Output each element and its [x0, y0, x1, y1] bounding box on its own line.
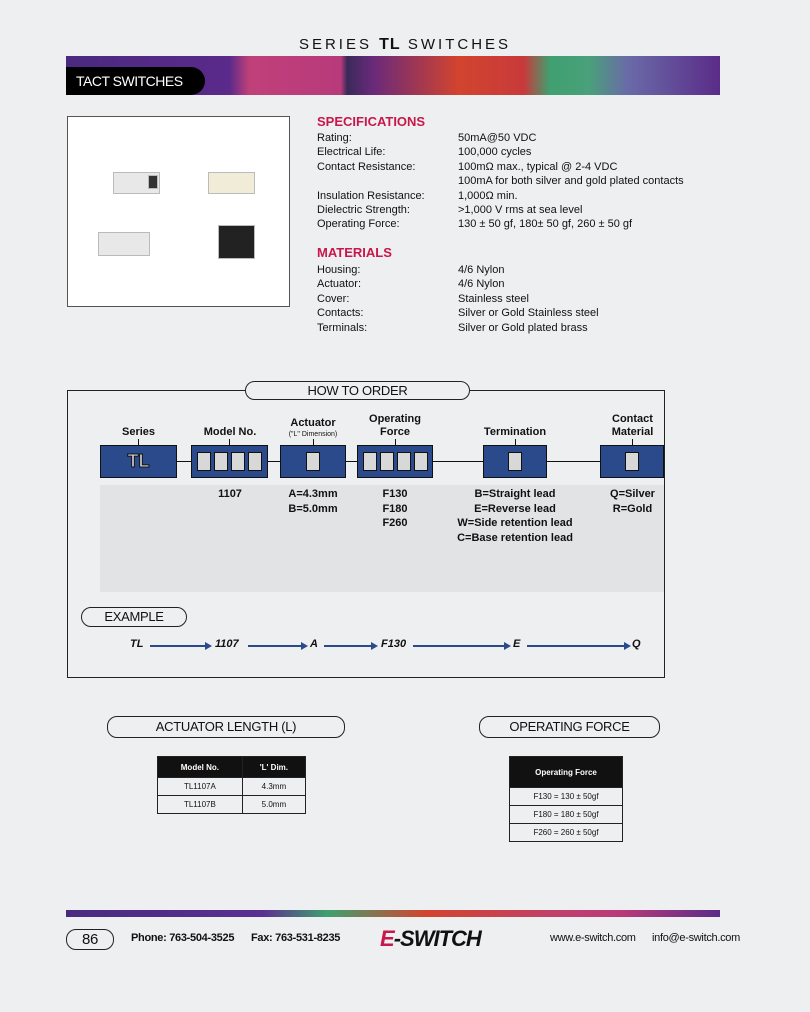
arrow-icon [527, 645, 625, 647]
force-options [360, 487, 430, 531]
materials-heading: MATERIALS [317, 245, 392, 260]
example-model: 1107 [215, 638, 239, 650]
specifications-label: Insulation Resistance: [317, 189, 425, 202]
option: F260 [382, 517, 408, 529]
switch-actuator [148, 175, 158, 189]
series-label: Series [121, 426, 156, 438]
option: F180 [382, 502, 408, 515]
switch-image [208, 172, 255, 194]
specifications-value: >1,000 V rms at sea level [458, 204, 583, 216]
option: 1107 [218, 488, 242, 500]
cell: 5.0mm [242, 796, 305, 814]
table-row [510, 806, 623, 824]
specifications-value: 50mA@50 VDC [458, 132, 537, 144]
model-label: Model No. [203, 426, 257, 438]
series-code: TL [127, 451, 150, 471]
force-label-2: Force [380, 426, 410, 438]
materials-label: Terminals: [317, 321, 368, 334]
arrow-icon [150, 645, 206, 647]
option: B=Straight lead [474, 488, 556, 500]
switches-word: SWITCHES [407, 36, 512, 53]
specifications-value: 1,000Ω min. [458, 189, 518, 202]
specifications-heading: SPECIFICATIONS [317, 114, 426, 129]
cell: TL1107A [158, 778, 243, 796]
materials-label: Contacts: [317, 307, 364, 320]
specifications-value: 100mA for both silver and gold plated contacts [458, 175, 684, 188]
product-photo [67, 116, 290, 307]
model-options [195, 487, 265, 502]
contact-options [595, 487, 670, 516]
termination-options [450, 487, 580, 545]
option: R=Gold [612, 502, 653, 515]
specifications-value: 100mΩ max., typical @ 2-4 VDC [458, 160, 618, 173]
materials-label: Cover: [317, 292, 350, 305]
table-row [158, 796, 306, 814]
logo-text: -SWITCH [393, 926, 481, 951]
specifications-label: Rating: [317, 132, 352, 144]
actuator-box [280, 445, 346, 478]
cell: TL1107B [158, 796, 243, 814]
switch-image [218, 225, 255, 259]
specifications-value: 100,000 cycles [458, 146, 532, 159]
section-tab: TACT SWITCHES [66, 67, 205, 95]
contact-label-2: Material [611, 426, 654, 438]
termination-label: Termination [483, 426, 547, 438]
footer-banner [66, 910, 720, 917]
table-row [158, 778, 306, 796]
phone: Phone: 763-504-3525 [131, 932, 235, 944]
actuator-sublabel: ("L" Dimension) [288, 431, 338, 438]
example-series: TL [130, 638, 144, 650]
example-actuator: A [310, 638, 318, 650]
materials-value: Silver or Gold plated brass [458, 321, 588, 334]
option: F130 [382, 488, 408, 500]
force-label-1: Operating [369, 413, 421, 425]
option: Q=Silver [610, 488, 655, 500]
termination-box [483, 445, 547, 478]
option: E=Reverse lead [474, 502, 556, 515]
logo-e: E [380, 926, 394, 951]
page-number: 86 [66, 929, 114, 950]
specifications-label: Dielectric Strength: [317, 204, 410, 216]
option: B=5.0mm [288, 502, 338, 515]
table-row [510, 824, 623, 842]
specifications-value: 130 ± 50 gf, 180± 50 gf, 260 ± 50 gf [458, 218, 633, 231]
fax: Fax: 763-531-8235 [251, 932, 341, 944]
materials-value: 4/6 Nylon [458, 278, 505, 291]
example-termination: E [513, 638, 521, 650]
series-title [0, 36, 810, 54]
materials-label: Actuator: [317, 278, 362, 291]
operating-force-table [509, 756, 623, 842]
series-word: SERIES [298, 36, 372, 53]
table-row [510, 788, 623, 806]
actuator-length-title: ACTUATOR LENGTH (L) [107, 716, 345, 738]
e-switch-logo [380, 926, 481, 952]
specifications-label: Operating Force: [317, 218, 400, 231]
materials-value: Silver or Gold Stainless steel [458, 307, 599, 320]
cell: 4.3mm [242, 778, 305, 796]
cell: F180 = 180 ± 50gf [510, 806, 623, 824]
model-box [191, 445, 268, 478]
option: C=Base retention lead [457, 531, 573, 544]
actuator-label: Actuator [290, 417, 336, 429]
option: A=4.3mm [288, 488, 338, 500]
arrow-icon [413, 645, 505, 647]
how-to-order-title: HOW TO ORDER [245, 381, 470, 400]
series-code: TL [379, 36, 401, 53]
column-header: Operating Force [510, 757, 623, 788]
materials-value: Stainless steel [458, 292, 529, 305]
materials-label: Housing: [317, 264, 361, 276]
arrow-icon [248, 645, 302, 647]
cell: F260 = 260 ± 50gf [510, 824, 623, 842]
option: W=Side retention lead [457, 517, 573, 529]
example-force: F130 [381, 638, 407, 650]
column-header: Model No. [158, 757, 243, 778]
contact-box [600, 445, 664, 478]
column-header: 'L' Dim. [242, 757, 305, 778]
series-box [100, 445, 177, 478]
arrow-icon [324, 645, 372, 647]
actuator-length-table [157, 756, 306, 814]
switch-image [98, 232, 150, 256]
cell: F130 = 130 ± 50gf [510, 788, 623, 806]
contact-label-1: Contact [612, 413, 653, 425]
example-contact: Q [632, 638, 641, 650]
actuator-options [273, 487, 353, 516]
operating-force-title: OPERATING FORCE [479, 716, 660, 738]
force-box [357, 445, 433, 478]
website-link[interactable]: www.e-switch.com [550, 932, 636, 944]
example-label: EXAMPLE [81, 607, 187, 627]
specifications-label: Electrical Life: [317, 146, 386, 159]
email-link[interactable]: info@e-switch.com [652, 932, 740, 944]
materials-value: 4/6 Nylon [458, 264, 505, 276]
specifications-label: Contact Resistance: [317, 160, 416, 173]
